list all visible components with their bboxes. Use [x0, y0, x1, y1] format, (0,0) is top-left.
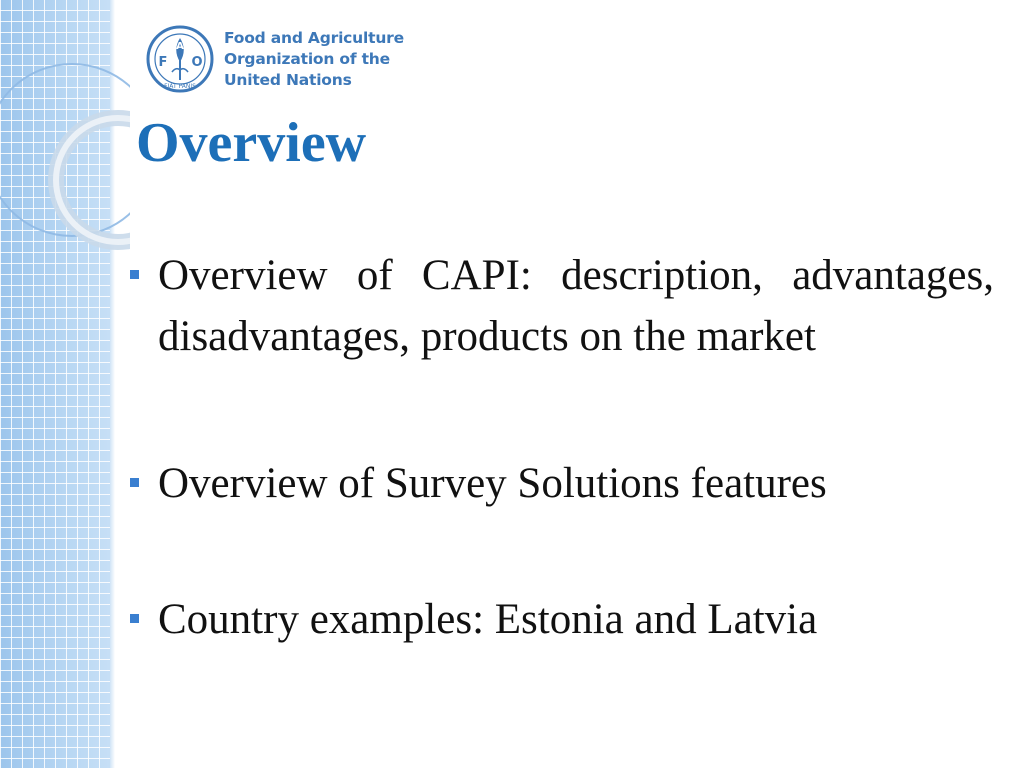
bullet-text: Country examples: Estonia and Latvia [158, 596, 818, 643]
emblem-motto: FIAT PANIS [164, 83, 196, 90]
emblem-letter-o: O [191, 55, 203, 70]
emblem-letter-f: F [158, 55, 168, 70]
bullet-list [128, 245, 994, 650]
decorative-rings [0, 0, 130, 260]
bullet-item-capi [128, 245, 994, 367]
bullet-item-country-examples [128, 589, 994, 650]
fao-name [224, 28, 404, 91]
fao-name-line-1: Food and Agriculture [224, 29, 404, 47]
bullet-item-survey-solutions [128, 453, 994, 514]
emblem-letter-a: A [176, 41, 184, 52]
fao-name-line-2: Organization of the [224, 50, 390, 68]
square-bullet-icon [130, 270, 139, 279]
square-bullet-icon [130, 614, 139, 623]
bullet-text: Overview of Survey Solutions features [158, 460, 827, 507]
square-bullet-icon [130, 478, 139, 487]
fao-name-line-3: United Nations [224, 71, 352, 89]
slide-title: Overview [136, 112, 367, 174]
bullet-text: Overview of CAPI: description, advantages, disadvantages, products on the market [158, 252, 994, 360]
fao-emblem-icon [145, 24, 215, 94]
